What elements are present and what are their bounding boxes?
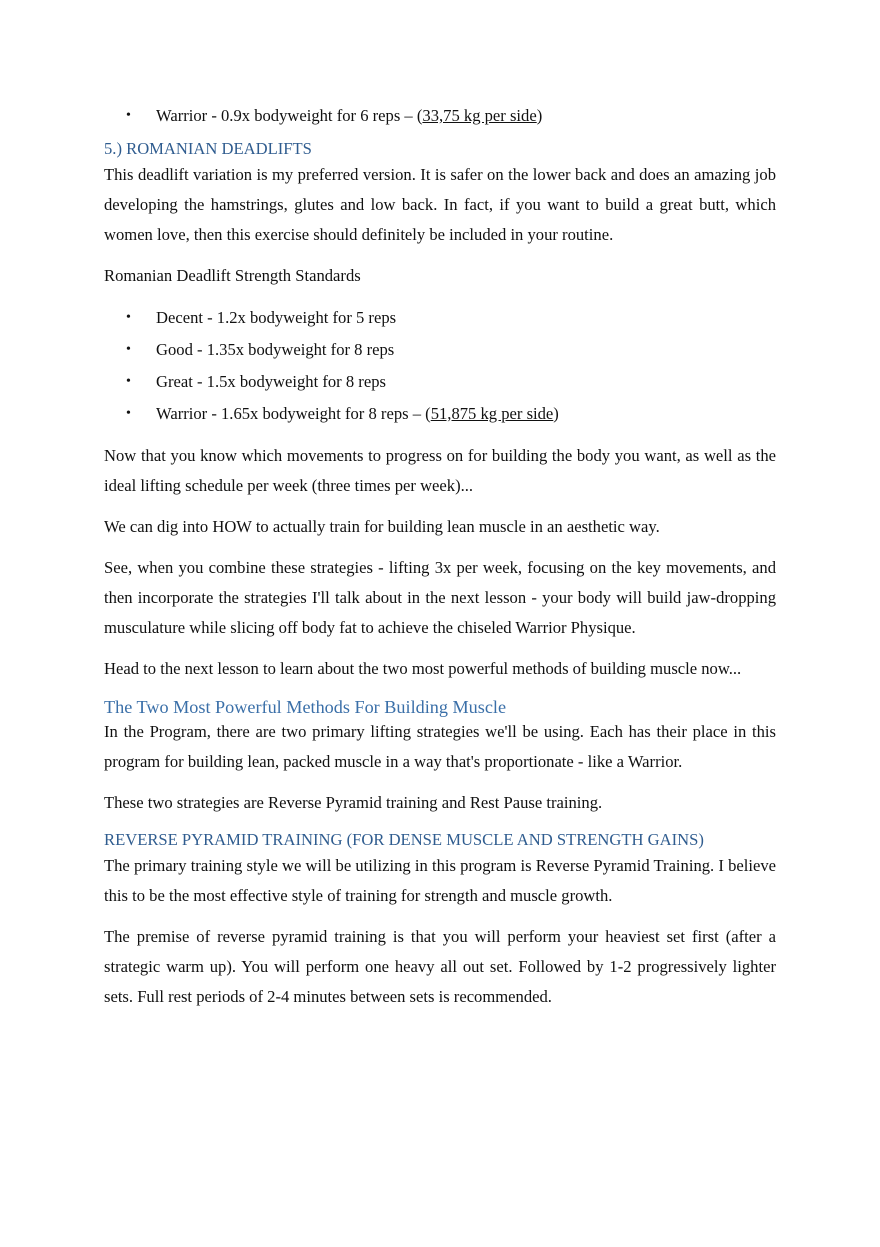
bullet-icon: • xyxy=(126,310,131,325)
list-item xyxy=(104,100,776,132)
paragraph: The primary training style we will be utilizing in this program is Reverse Pyramid Training. I believe this to be the most effective style of training for strength and muscle growth. xyxy=(104,856,776,905)
paragraph: In the Program, there are two primary lifting strategies we'll be using. Each has their place in this program for building lean, packed muscle in a way that's proportionate - like a Warrior. xyxy=(104,722,776,771)
paragraph: Head to the next lesson to learn about the two most powerful methods of building muscle now... xyxy=(104,659,742,678)
list-item xyxy=(104,366,776,398)
list-item xyxy=(104,398,776,430)
warrior-standards-list xyxy=(104,100,776,132)
list-item xyxy=(104,302,776,334)
section-heading-reverse-pyramid: REVERSE PYRAMID TRAINING (FOR DENSE MUSCLE AND STRENGTH GAINS) xyxy=(104,830,704,849)
paragraph: This deadlift variation is my preferred version. It is safer on the lower back and does an amazing job developing the hamstrings, glutes and low back. In fact, if you want to build a great butt, which women love, then this exercise should definitely be included in your routine. xyxy=(104,165,776,244)
list-item-text: Warrior - 0.9x bodyweight for 6 reps – ( xyxy=(156,106,423,125)
paragraph: Now that you know which movements to progress on for building the body you want, as well as the ideal lifting schedule per week (three times per week)... xyxy=(104,446,776,495)
list-item-text: Decent - 1.2x bodyweight for 5 reps xyxy=(156,308,397,327)
bullet-icon: • xyxy=(126,374,131,389)
list-item-text: Good - 1.35x bodyweight for 8 reps xyxy=(156,340,395,359)
paragraph: These two strategies are Reverse Pyramid training and Rest Pause training. xyxy=(104,793,603,812)
standards-title: Romanian Deadlift Strength Standards xyxy=(104,266,361,285)
paragraph: The premise of reverse pyramid training is that you will perform your heaviest set first (after a strategic warm up). You will perform one heavy all out set. Followed by 1-2 progressively lighter sets. Full rest periods of 2-4 minutes between sets is recommended. xyxy=(104,927,776,1006)
weight-reference-link[interactable]: 33,75 kg per side xyxy=(422,106,537,125)
bullet-icon: • xyxy=(126,108,131,123)
bullet-icon: • xyxy=(126,342,131,357)
list-item-text: Great - 1.5x bodyweight for 8 reps xyxy=(156,372,386,391)
paragraph: See, when you combine these strategies - lifting 3x per week, focusing on the key movements, and then incorporate the strategies I'll talk about in the next lesson - your body will build jaw-dropping musculature while slicing off body fat to achieve the chiseled Warrior Physique. xyxy=(104,558,776,637)
section-heading-powerful-methods: The Two Most Powerful Methods For Building Muscle xyxy=(104,697,507,717)
weight-reference-link[interactable]: 51,875 kg per side xyxy=(430,404,554,423)
list-item xyxy=(104,334,776,366)
list-item-tail: ) xyxy=(553,404,559,423)
section-heading-romanian-deadlifts: 5.) ROMANIAN DEADLIFTS xyxy=(104,139,312,158)
bullet-icon: • xyxy=(126,406,131,421)
list-item-tail: ) xyxy=(536,106,543,125)
rdl-standards-list xyxy=(104,302,776,430)
paragraph: We can dig into HOW to actually train for building lean muscle in an aesthetic way. xyxy=(104,517,660,536)
list-item-text: Warrior - 1.65x bodyweight for 8 reps – ( xyxy=(156,404,431,423)
document-page xyxy=(104,100,776,1023)
